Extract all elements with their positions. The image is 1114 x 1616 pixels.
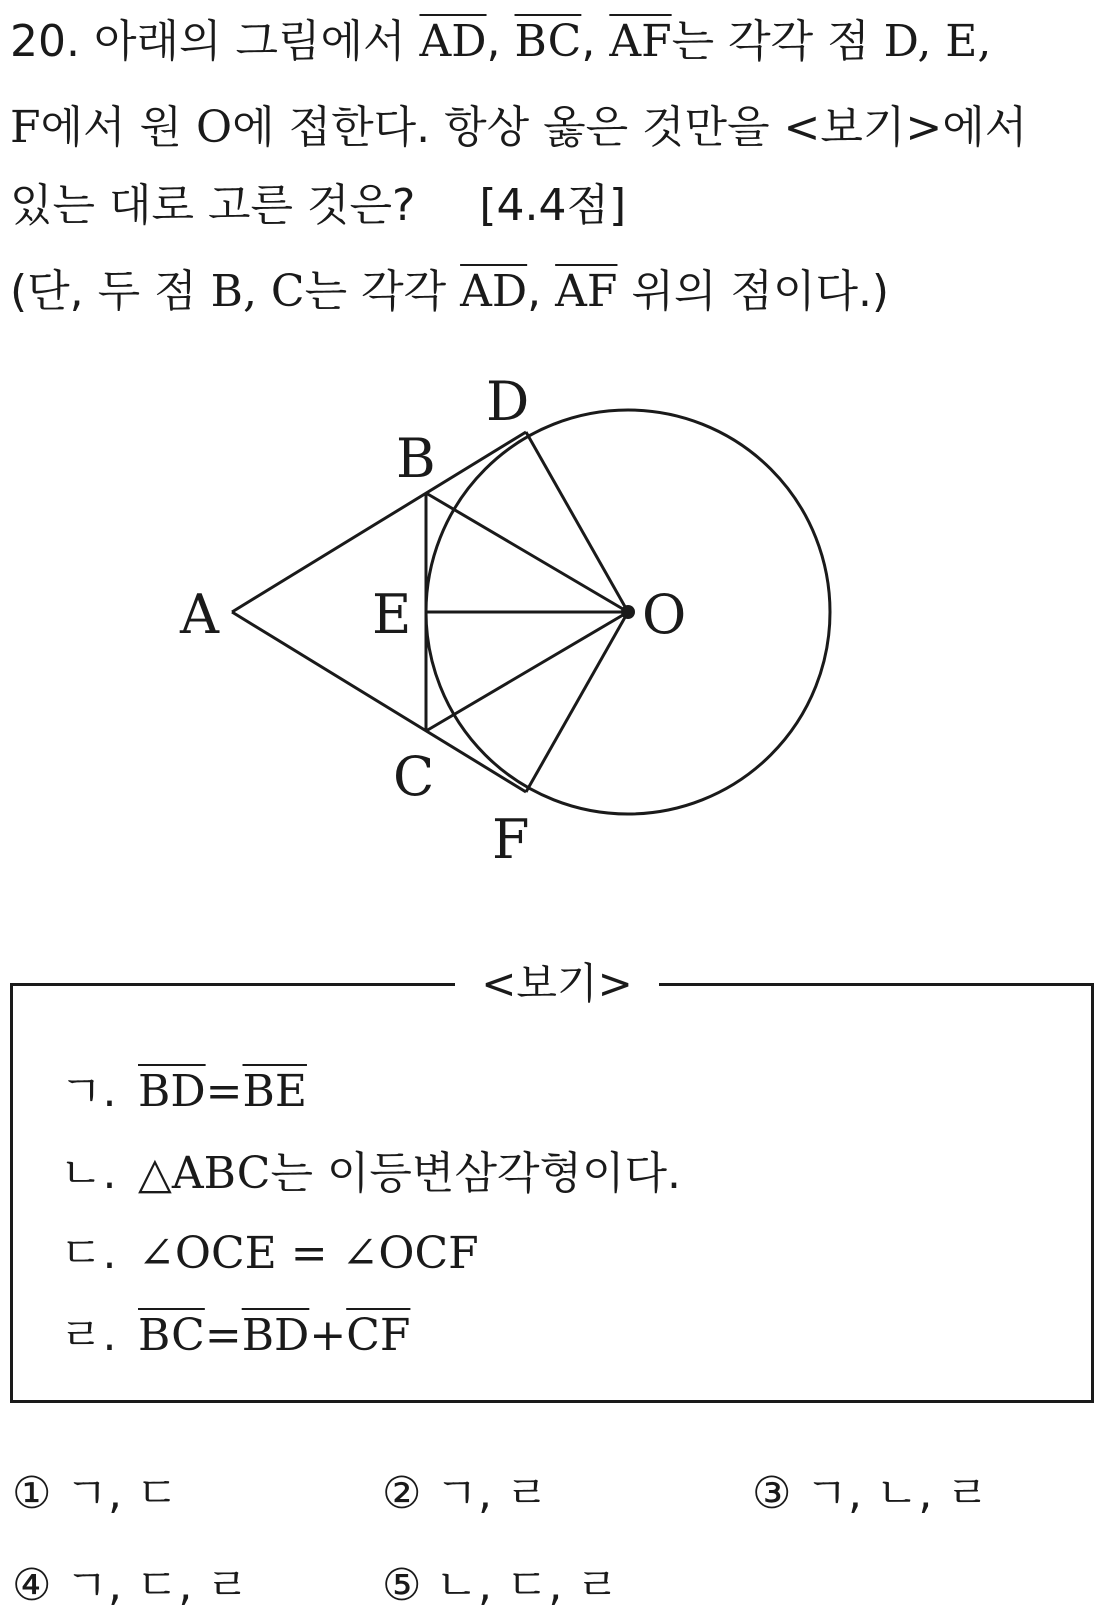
answer-choice-1[interactable]: ① ㄱ, ㄷ <box>12 1468 179 1519</box>
bogi-item-3: ㄷ. ∠OCE = ∠OCF <box>60 1226 479 1282</box>
segment-af: $\overline{AF}$ <box>609 16 672 67</box>
question-line-2: F에서 원 O에 접한다. 항상 옳은 것만을 <보기>에서 <box>10 102 1028 153</box>
question-text: 20. 아래의 그림에서 <box>10 16 420 67</box>
answer-choice-2[interactable]: ② ㄱ, ㄹ <box>382 1468 549 1519</box>
circle-name: O <box>196 102 233 153</box>
geometry-figure <box>0 360 1114 900</box>
bogi-item-4: ㄹ. $\overline{BC}=\overline{BD}+\overline{CF}$ <box>60 1308 410 1364</box>
item-marker: ㄷ. <box>60 1228 117 1279</box>
answer-choice-5[interactable]: ⑤ ㄴ, ㄷ, ㄹ <box>382 1560 619 1611</box>
label-b: B <box>396 427 436 490</box>
radius-od <box>526 432 628 612</box>
label-a: A <box>180 583 219 646</box>
bogi-item-1: ㄱ. $\overline{BD}=\overline{BE}$ <box>60 1064 307 1120</box>
question-line-3: 있는 대로 고른 것은? [4.4점] <box>10 180 627 231</box>
label-f: F <box>492 808 530 871</box>
segment-ob <box>426 493 628 612</box>
item-marker: ㄹ. <box>60 1310 117 1361</box>
tangent-points: D, E, <box>883 16 992 67</box>
bogi-title: <보기> <box>0 960 1114 1008</box>
answer-choice-3[interactable]: ③ ㄱ, ㄴ, ㄹ <box>752 1468 989 1519</box>
score-label: [4.4점] <box>479 180 627 231</box>
bogi-item-2: ㄴ. △ABC는 이등변삼각형이다. <box>60 1146 681 1202</box>
question-line-1: 20. 아래의 그림에서 $\overline{AD}$, $\overline{BC}$, $\overline{AF}$는 각각 점 D, E, <box>10 16 992 67</box>
segment-ad: $\overline{AD}$ <box>419 16 487 67</box>
segment-bc: $\overline{BC}$ <box>514 16 582 67</box>
label-e: E <box>372 583 412 646</box>
label-c: C <box>393 745 435 808</box>
radius-of <box>526 612 628 792</box>
item-marker: ㄴ. <box>60 1148 117 1199</box>
item-marker: ㄱ. <box>60 1066 117 1117</box>
question-condition: (단, 두 점 B, C는 각각 $\overline{AD}$, $\overline{AF}$ 위의 점이다.) <box>10 266 890 317</box>
center-point-o <box>621 605 635 619</box>
segment-oc <box>426 612 628 731</box>
label-d: D <box>486 370 530 433</box>
answer-choice-4[interactable]: ④ ㄱ, ㄷ, ㄹ <box>12 1560 249 1611</box>
label-o: O <box>642 583 687 646</box>
